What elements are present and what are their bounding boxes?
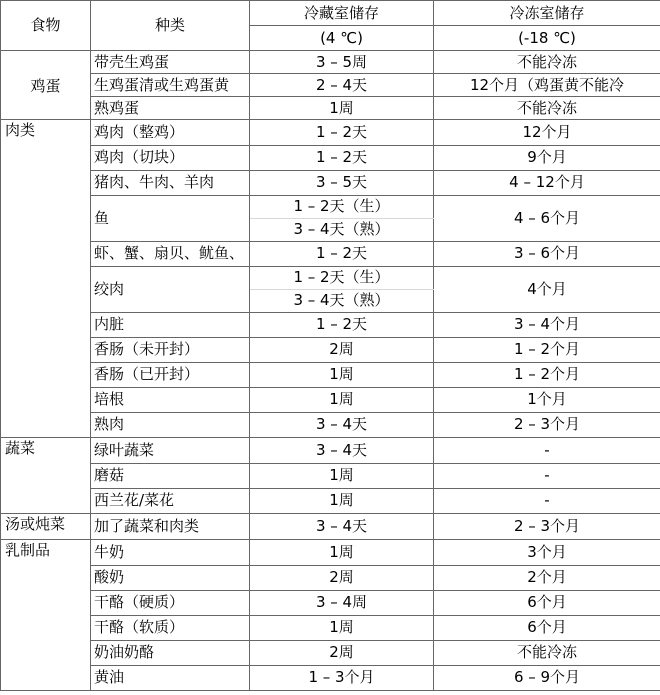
freezer-time: 1个月 [434,387,660,412]
table-row [1,74,660,97]
freezer-time: 3 – 6个月 [434,241,660,266]
group-cell-empty [1,590,91,615]
table-row [1,145,660,170]
food-type: 干酪（软质） [91,615,250,640]
group-eggs: 鸡蛋 [1,51,91,120]
header-fridge-temp: (4 ℃) [250,26,434,51]
freezer-time: - [434,438,660,464]
food-type: 绞肉 [91,266,250,312]
freezer-time: 2个月 [434,565,660,590]
food-type: 西兰花/菜花 [91,488,250,514]
table-row [1,170,660,195]
fridge-time-raw: 1 – 2天（生） [250,266,434,289]
header-food: 食物 [1,1,91,51]
group-cell-empty [1,640,91,665]
food-type: 黄油 [91,665,250,691]
fridge-time-cooked: 3 – 4天（熟） [250,218,434,241]
group-cell-empty [1,362,91,387]
freezer-time: 6个月 [434,590,660,615]
food-type: 奶油奶酪 [91,640,250,665]
group-cell-empty [1,266,91,312]
table-row [1,640,660,665]
header-type: 种类 [91,1,250,51]
header-freezer-temp: (-18 ℃) [434,26,660,51]
freezer-time: 不能冷冻 [434,640,660,665]
food-type: 熟鸡蛋 [91,97,250,120]
group-cell-empty [1,337,91,362]
fridge-time: 1周 [250,615,434,640]
freezer-time: 1 – 2个月 [434,362,660,387]
freezer-time: - [434,463,660,488]
food-type: 加了蔬菜和肉类 [91,514,250,540]
fridge-time: 1周 [250,387,434,412]
freezer-time: 3 – 4个月 [434,312,660,337]
group-cell-empty [1,170,91,195]
table-row [1,120,660,146]
group-cell-empty [1,412,91,438]
group-cell-empty [1,145,91,170]
freezer-time: 2 – 3个月 [434,412,660,438]
table-row [1,665,660,691]
table-row [1,565,660,590]
fridge-time: 3 – 4天 [250,438,434,464]
fridge-time: 1 – 2天 [250,145,434,170]
freezer-time: 9个月 [434,145,660,170]
food-type: 磨菇 [91,463,250,488]
freezer-time: 4 – 12个月 [434,170,660,195]
group-cell-empty [1,565,91,590]
food-type: 干酪（硬质） [91,590,250,615]
table-row [1,195,660,218]
group-meat: 肉类 [1,120,91,146]
freezer-time: 6个月 [434,615,660,640]
food-type: 生鸡蛋清或生鸡蛋黄 [91,74,250,97]
table-row [1,362,660,387]
table-row [1,97,660,120]
freezer-time: 6 – 9个月 [434,665,660,691]
fridge-time: 2周 [250,337,434,362]
food-type: 熟肉 [91,412,250,438]
fridge-time: 2周 [250,640,434,665]
table-row [1,312,660,337]
fridge-time: 3 – 4天 [250,412,434,438]
fridge-time: 1周 [250,488,434,514]
table-row [1,488,660,514]
table-row [1,337,660,362]
fridge-time: 3 – 5周 [250,51,434,74]
header-fridge-title: 冷藏室储存 [250,1,434,26]
fridge-time: 2 – 4天 [250,74,434,97]
table-row [1,412,660,438]
table-row [1,540,660,566]
table-row [1,590,660,615]
freezer-time: 12个月 [434,120,660,146]
table-row [1,514,660,540]
fridge-time-cooked: 3 – 4天（熟） [250,289,434,312]
food-type: 猪肉、牛肉、羊肉 [91,170,250,195]
group-soup: 汤或炖菜 [1,514,91,540]
fridge-time-raw: 1 – 2天（生） [250,195,434,218]
freezer-time: 不能冷冻 [434,97,660,120]
food-type: 内脏 [91,312,250,337]
food-type: 带壳生鸡蛋 [91,51,250,74]
freezer-time: 不能冷冻 [434,51,660,74]
fridge-time: 1周 [250,463,434,488]
food-type: 绿叶蔬菜 [91,438,250,464]
freezer-time: - [434,488,660,514]
freezer-time: 2 – 3个月 [434,514,660,540]
header-row [1,1,660,26]
table-row [1,241,660,266]
fridge-time: 3 – 4周 [250,590,434,615]
group-cell-empty [1,387,91,412]
group-cell-empty [1,241,91,266]
group-cell-empty [1,312,91,337]
food-type: 牛奶 [91,540,250,566]
table-row [1,387,660,412]
group-dairy: 乳制品 [1,540,91,566]
fridge-time: 3 – 5天 [250,170,434,195]
table-row [1,51,660,74]
food-type: 香肠（已开封） [91,362,250,387]
freezer-time: 4个月 [434,266,660,312]
fridge-time: 1周 [250,362,434,387]
food-type: 虾、蟹、扇贝、鱿鱼、 [91,241,250,266]
freezer-time: 1 – 2个月 [434,337,660,362]
group-vegetables: 蔬菜 [1,438,91,464]
fridge-time: 1 – 2天 [250,120,434,146]
header-freezer-title: 冷冻室储存 [434,1,660,26]
food-type: 香肠（未开封） [91,337,250,362]
group-cell-empty [1,463,91,488]
fridge-time: 1周 [250,540,434,566]
table-row [1,615,660,640]
fridge-time: 1 – 2天 [250,241,434,266]
food-type: 鸡肉（切块） [91,145,250,170]
table-row [1,463,660,488]
food-type: 酸奶 [91,565,250,590]
food-type: 鸡肉（整鸡） [91,120,250,146]
fridge-time: 1周 [250,97,434,120]
freezer-time: 3个月 [434,540,660,566]
food-type: 培根 [91,387,250,412]
group-cell-empty [1,665,91,691]
group-cell-empty [1,488,91,514]
freezer-time: 4 – 6个月 [434,195,660,241]
fridge-time: 2周 [250,565,434,590]
table-row [1,266,660,289]
group-cell-empty [1,195,91,241]
fridge-time: 3 – 4天 [250,514,434,540]
table-row [1,438,660,464]
group-cell-empty [1,615,91,640]
fridge-time: 1 – 3个月 [250,665,434,691]
freezer-time: 12个月（鸡蛋黄不能冷 [434,74,660,97]
fridge-time: 1 – 2天 [250,312,434,337]
food-type: 鱼 [91,195,250,241]
